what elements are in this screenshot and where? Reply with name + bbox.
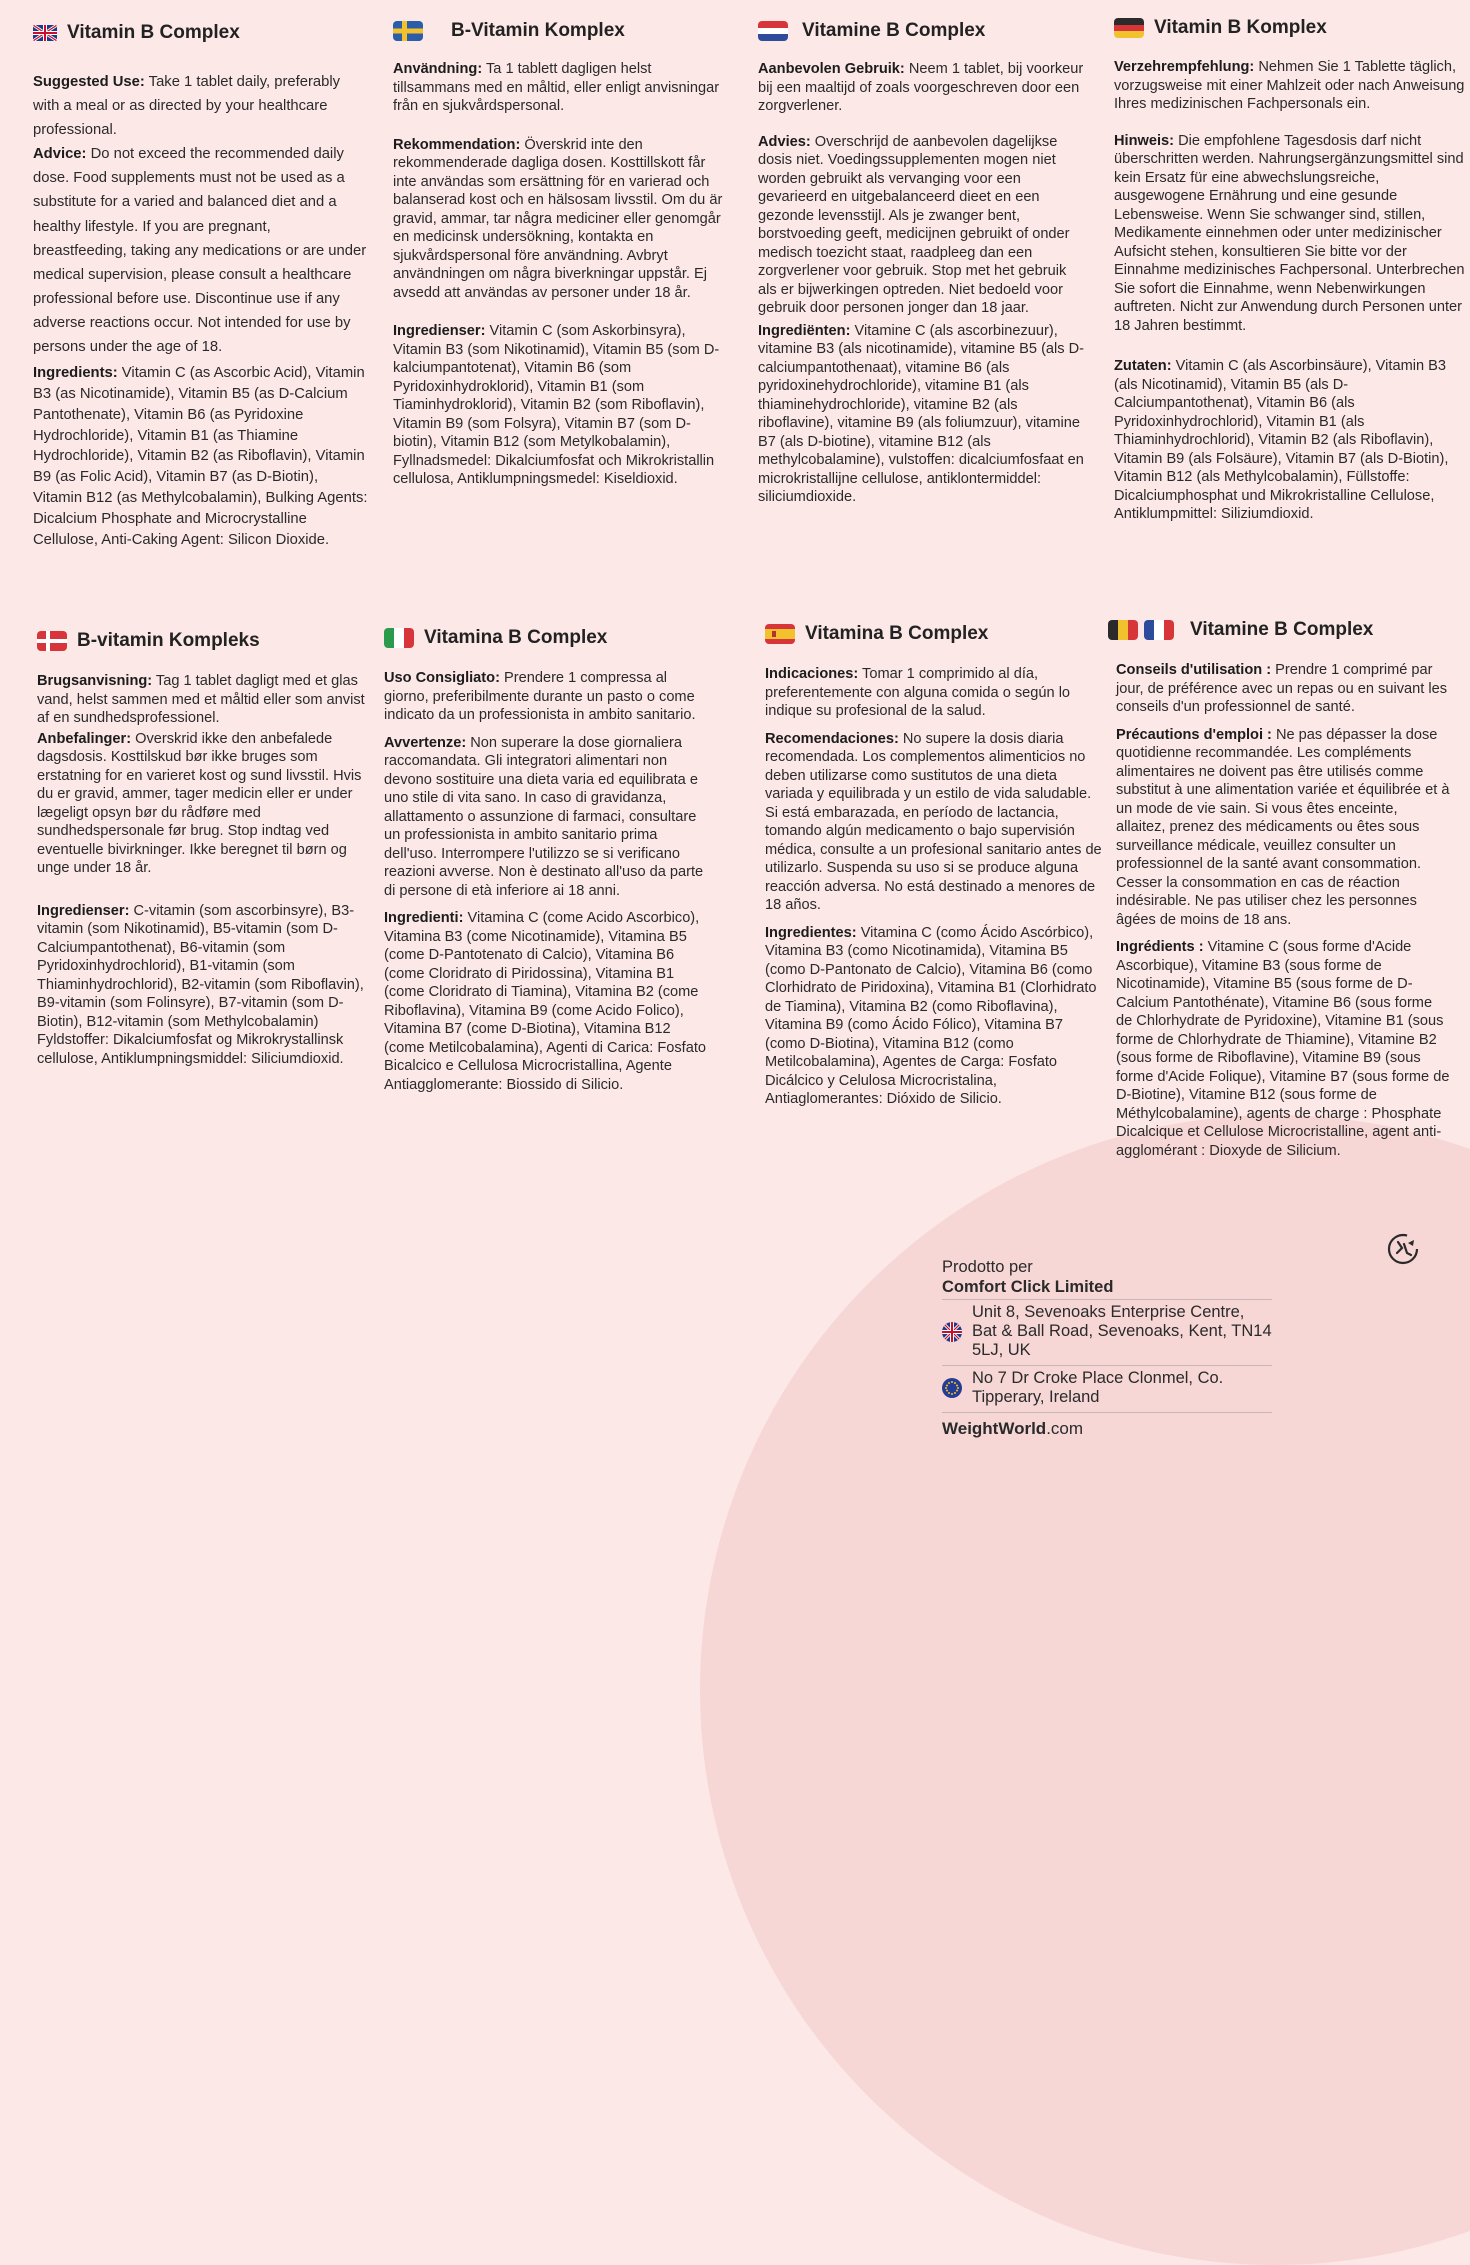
advice-label: Précautions d'emploi : [1116,726,1272,743]
section-es-use [765,665,1105,721]
italy-flag-icon [384,628,414,648]
use-label: Användning: [393,61,483,77]
section-da-ingredients [37,902,372,1069]
use-text: Ta 1 tablett dagligen helst tillsammans med en måltid, eller enligt anvisningar från en sjukvårdspersonal. [393,61,720,114]
advice-label: Rekommendation: [393,136,521,153]
section-es-header [765,623,1105,645]
use-label: Suggested Use: [33,74,145,90]
section-en-use [33,70,368,142]
advice-label: Advice: [33,146,87,163]
use-text: Neem 1 tablet, bij voorkeur bij een maaltijd of zoals voorgeschreven door een zorgverlener. [758,61,1084,114]
section-en [33,22,368,550]
producer-info [942,1258,1272,1439]
ingredients-label: Ingredienser: [393,323,486,339]
use-label: Aanbevolen Gebruik: [758,61,905,77]
website [942,1412,1272,1439]
ingredients-text: C-vitamin (som ascorbinsyre), B3-vitamin (som Nikotinamid), B5-vitamin (som D-Calciumpantothenat), B6-vitamin (som Pyridoxinhydrochlorid), B1-vitamin (som Thiaminhydrochlorid), B2-vitamin (som Riboflavin), B9-vitamin (som Folinsyre), B7-vitamin (som D-Biotin), B12-vitamin (som Methylcobalamin) Fyldstoffer: Dikalciumfosfat og Mikrokrystallinsk cellulose, Antiklumpningsmiddel: Siliciumdioxid. [37,902,364,1067]
section-fr [1108,619,1450,1170]
use-text: Prendre 1 comprimé par jour, de préférence avec un repas ou en suivant les conseils d'un professionnel de santé. [1116,662,1448,715]
section-da-title: B-vitamin Kompleks [77,630,260,651]
section-fr-use [1116,661,1450,717]
use-text: Nehmen Sie 1 Tablette täglich, vorzugsweise mit einer Mahlzeit oder nach Anweisung Ihres medizinischen Fachpersonals ein. [1114,59,1465,112]
section-fr-ingredients [1116,938,1450,1160]
section-da-use [37,672,372,728]
section-fr-advice [1116,726,1450,930]
advice-text: Overschrijd de aanbevolen dagelijkse dosis niet. Voedingssupplementen mogen niet worden gebruikt als vervanging voor een gevarieerd en uitgebalanceerd dieet en een gezonde levensstijl. Als je zwanger bent, borstvoeding geeft, medicijnen gebruikt of onder medisch toezicht staat, raadpleeg dan een zorgverlener voor gebruik. Stop met het gebruik als er bijwerkingen optreden. Niet bedoeld voor gebruik door personen jonger dan 18 jaar. [758,133,1070,316]
advice-text: Överskrid inte den rekommenderade dagliga dosen. Kosttillskott får inte användas som ersättning för en varierad och balanserad kost och en hälsosam livsstil. Om du är gravid, ammar, tar några mediciner eller genomgår en medicinsk undersökning, kontakta en sjukvårdspersonal före användning. Avbryt användningen om några biverkningar uppstår. Ej avsedd att användas av personer under 18 år. [393,136,723,301]
ingredients-text: Vitamin C (som Askorbinsyra), Vitamin B3 (som Nikotinamid), Vitamin B5 (som D-kalciumpantotenat), Vitamin B6 (som Pyridoxinhydroklorid), Vitamin B1 (som Tiaminhydroklorid), Vitamin B2 (som Riboflavin), Vitamin B9 (som Folsyra), Vitamin B7 (som D-biotin), Vitamin B12 (som Metylkobalamin), Fyllnadsmedel: Dikalciumfosfat och Mikrokristallin cellulosa, Antiklumpningsmedel: Kiseldioxid. [393,323,720,487]
use-text: Take 1 tablet daily, preferably with a meal or as directed by your healthcare professional. [33,74,341,139]
belgium-flag-icon [1108,620,1138,640]
section-en-ingredients [33,363,368,550]
use-text: Prendere 1 compressa al giorno, preferibilmente durante un pasto o come indicato da un professionista in ambito sanitario. [384,670,696,723]
eu-flag-icon [942,1378,962,1398]
section-it-ingredients [384,909,714,1094]
section-nl-use [758,60,1088,116]
advice-text: Die empfohlene Tagesdosis darf nicht überschritten werden. Nahrungsergänzungsmittel sind kein Ersatz für eine abwechslungsreiche, ausgewogene Ernährung und eine gesunde Lebensweise. Wenn Sie schwanger sind, stillen, Medikamente einnehmen oder unter medizinischer Aufsicht stehen, konsultieren Sie bitte vor der Einnahme medizinisches Fachpersonal. Unterbrechen Sie sofort die Einnahme, wenn Nebenwirkungen auftreten. Nicht zur Anwendung durch Personen unter 18 Jahren bestimmt. [1114,132,1465,334]
advice-label: Advies: [758,133,811,150]
section-it-use [384,669,714,725]
uk-address: Unit 8, Sevenoaks Enterprise Centre, Bat & Ball Road, Sevenoaks, Kent, TN14 5LJ, UK [972,1303,1272,1359]
france-flag-icon [1144,620,1174,640]
advice-text: Overskrid ikke den anbefalede dagsdosis. Kosttilskud bør ikke bruges som erstatning for en varieret kost og sund livsstil. Hvis du er gravid, ammer, tager medicin eller er under lægeligt opsyn bør du rådføre med sundhedspersonale før brug. Stop indtag ved eventuelle bivirkninger. Ikke beregnet til børn og unge under 18 år. [37,730,362,876]
advice-text: Ne pas dépasser la dose quotidienne recommandée. Les compléments alimentaires ne doivent pas être utilisés comme substitut à une alimentation variée et équilibrée et à un mode de vie sain. Si vous êtes enceinte, allaitez, prenez des médicaments ou êtes sous surveillance médicale, veuillez consulter un professionnel de la santé avant consommation. Cesser la consommation en cas de réaction indésirable. Ne pas utiliser chez les personnes âgées de moins de 18 ans. [1116,726,1450,928]
section-nl-ingredients [758,322,1088,507]
section-es [765,623,1105,1119]
section-nl-title: Vitamine B Complex [802,20,986,41]
ingredients-text: Vitamine C (sous forme d'Acide Ascorbique), Vitamine B3 (sous forme de Nicotinamide), Vitamine B5 (sous forme de D-Calcium Pantothénate), Vitamine B6 (sous forme de Chlorhydrate de Pyridoxine), Vitamine B1 (sous forme de Chlorhydrate de Thiamine), Vitamine B2 (sous forme de Riboflavine), Vitamine B9 (sous forme d'Acide Folique), Vitamine B7 (sous forme de D-Biotine), Vitamine B12 (sous forme de Méthylcobalamine), agents de charge : Phosphate Dicalcique et Cellulose Microcristalline, agent anti-agglomérant : Dioxyde de Silicium. [1116,939,1450,1159]
section-da-advice [37,730,372,878]
section-sv [393,20,728,499]
section-de-header [1114,17,1466,39]
section-de-title: Vitamin B Komplex [1154,17,1327,38]
advice-label: Anbefalinger: [37,730,132,747]
section-fr-body [1108,661,1450,1160]
ingredients-label: Ingredienser: [37,902,130,919]
section-it-advice [384,734,714,901]
sweden-flag-icon [393,21,423,41]
advice-text: Non superare la dose giornaliera raccomandata. Gli integratori alimentari non devono sostituire una dieta varia ed equilibrata e uno stile di vita sano. In caso di gravidanza, allattamento o assunzione di farmaci, consultare un professionista in ambito sanitario prima dell'uso. Interrompere l'utilizzo se si verificano reazioni avverse. Non è destinato all'uso da parte di persone di età inferiore ai 18 anni. [384,734,704,899]
uk-address-row [942,1299,1272,1363]
section-nl [758,20,1088,517]
section-de [1114,17,1466,534]
ingredients-label: Ingredienti: [384,910,464,926]
section-en-header [33,22,368,44]
section-es-advice [765,730,1105,915]
section-da-header [37,630,372,652]
advice-label: Avvertenze: [384,734,467,751]
section-fr-header [1108,619,1450,641]
use-label: Uso Consigliato: [384,670,500,686]
producer-company: Comfort Click Limited [942,1278,1114,1296]
use-label: Brugsanvisning: [37,673,153,689]
section-es-title: Vitamina B Complex [805,623,989,644]
section-da [37,630,372,1078]
section-it-title: Vitamina B Complex [424,627,608,648]
ingredients-text: Vitamine C (als ascorbinezuur), vitamine B3 (als nicotinamide), vitamine B5 (als D-calciumpantothenaat), vitamine B6 (als pyridoxinehydrochloride), vitamine B1 (als thiaminehydrochloride), vitamine B2 (als riboflavine), vitamine B9 (als foliumzuur), vitamine B7 (als D-biotine), vitamine B12 (als methylcobalamine), vulstoffen: dicalciumfosfaat en microkristallijne cellulose, antiklontermiddel: siliciumdioxide. [758,322,1085,505]
advice-text: Do not exceed the recommended daily dose. Food supplements must not be used as a substitute for a varied and balanced diet and a healthy lifestyle. If you are pregnant, breastfeeding, taking any medications or are under medical supervision, please consult a healthcare professional before use. Discontinue use if any adverse reactions occur. Not intended for use by persons under the age of 18. [33,146,367,356]
section-es-ingredients [765,924,1105,1109]
advice-label: Hinweis: [1114,132,1175,149]
ingredients-text: Vitamin C (als Ascorbinsäure), Vitamin B3 (als Nicotinamid), Vitamin B5 (als D-Calciumpantothenat), Vitamin B6 (als Pyridoxinhydrochlorid), Vitamin B1 (als Thiaminhydrochlorid), Vitamin B2 (als Riboflavin), Vitamin B9 (als Folsäure), Vitamin B7 (als D-Biotin), Vitamin B12 (als Methylcobalamin), Füllstoffe: Dicalciumphosphat und Mikrokristalline Cellulose, Antiklumpmittel: Siliziumdioxid. [1114,358,1449,522]
uk-flag-icon [33,25,57,41]
section-en-advice [33,142,368,359]
section-sv-header [393,20,728,42]
section-it [384,627,714,1104]
producer-label: Prodotto per [942,1258,1033,1276]
use-label: Indicaciones: [765,666,859,682]
section-de-use [1114,58,1466,114]
website-domain: .com [1046,1419,1084,1438]
use-label: Verzehrempfehlung: [1114,59,1255,75]
use-label: Conseils d'utilisation : [1116,662,1272,678]
flag-pair [1108,620,1174,640]
section-en-title: Vitamin B Complex [67,22,240,43]
ingredients-label: Ingredients: [33,365,118,382]
section-de-advice [1114,132,1466,336]
advice-text: No supere la dosis diaria recomendada. Los complementos alimenticios no deben utilizarse como sustitutos de una dieta variada y equilibrada y un estilo de vida saludable. Si está embarazada, en período de lactancia, tomando algún medicamento o bajo supervisión médica, consulte a un profesional sanitario antes de utilizarlo. Suspenda su uso si se produce alguna reacción adversa. No está destinado a menores de 18 años. [765,730,1102,913]
section-nl-header [758,20,1088,42]
section-de-ingredients [1114,357,1466,524]
eu-address-row [942,1365,1272,1410]
ingredients-label: Ingrédients : [1116,939,1204,955]
netherlands-flag-icon [758,21,788,41]
section-fr-title: Vitamine B Complex [1190,619,1374,640]
section-sv-title: B-Vitamin Komplex [451,20,625,41]
section-sv-advice [393,136,728,303]
denmark-flag-icon [37,631,67,651]
ingredients-label: Ingredientes: [765,924,857,941]
website-brand: WeightWorld [942,1419,1047,1438]
ingredients-text: Vitamina C (como Ácido Ascórbico), Vitamina B3 (como Nicotinamida), Vitamina B5 (como D-Pantonato de Calcio), Vitamina B6 (como Clorhidrato de Piridoxina), Vitamina B1 (Clorhidrato de Tiamina), Vitamina B2 (como Riboflavina), Vitamina B9 (como Ácido Fólico), Vitamina B7 (como D-Biotina), Vitamina B12 (como Metilcobalamina), Agentes de Carga: Fosfato Dicálcico y Celulosa Microcristalina, Antiaglomerantes: Dióxido de Silicio. [765,924,1097,1107]
ingredients-label: Ingrediënten: [758,322,851,339]
advice-label: Recomendaciones: [765,730,899,747]
use-text: Tag 1 tablet dagligt med et glas vand, helst sammen med et måltid eller som anvist af en sundhedsprofessionel. [37,673,365,726]
germany-flag-icon [1114,18,1144,38]
ingredients-label: Zutaten: [1114,358,1172,374]
section-sv-use [393,60,728,116]
ingredients-text: Vitamin C (as Ascorbic Acid), Vitamin B3 (as Nicotinamide), Vitamin B5 (as D-Calcium Pantothenate), Vitamin B6 (as Pyridoxine Hydrochloride), Vitamin B1 (as Thiamine Hydrochloride), Vitamin B2 (as Riboflavin), Vitamin B9 (as Folic Acid), Vitamin B7 (as D-Biotin), Vitamin B12 (as Methylcobalamin), Bulking Agents: Dicalcium Phosphate and Microcrystalline Cellulose, Anti-Caking Agent: Silicon Dioxide. [33,365,368,548]
uk-flag-icon [942,1322,962,1342]
spain-flag-icon [765,624,795,644]
section-it-header [384,627,714,649]
recycle-icon [1386,1232,1420,1266]
section-nl-advice [758,133,1088,318]
use-text: Tomar 1 comprimido al día, preferentemente con alguna comida o según lo indique su profesional de la salud. [765,666,1071,719]
section-sv-ingredients [393,322,728,489]
ingredients-text: Vitamina C (come Acido Ascorbico), Vitamina B3 (come Nicotinamide), Vitamina B5 (come D-Pantotenato di Calcio), Vitamina B6 (come Cloridrato di Piridossina), Vitamina B1 (come Cloridrato di Tiamina), Vitamina B2 (come Riboflavina), Vitamina B9 (come Acido Folico), Vitamina B7 (come D-Biotina), Vitamina B12 (come Metilcobalamina), Agenti di Carica: Fosfato Bicalcico e Cellulosa Microcristallina, Agente Antiagglomerante: Biossido di Silicio. [384,910,707,1093]
eu-address: No 7 Dr Croke Place Clonmel, Co. Tipperary, Ireland [972,1369,1224,1406]
